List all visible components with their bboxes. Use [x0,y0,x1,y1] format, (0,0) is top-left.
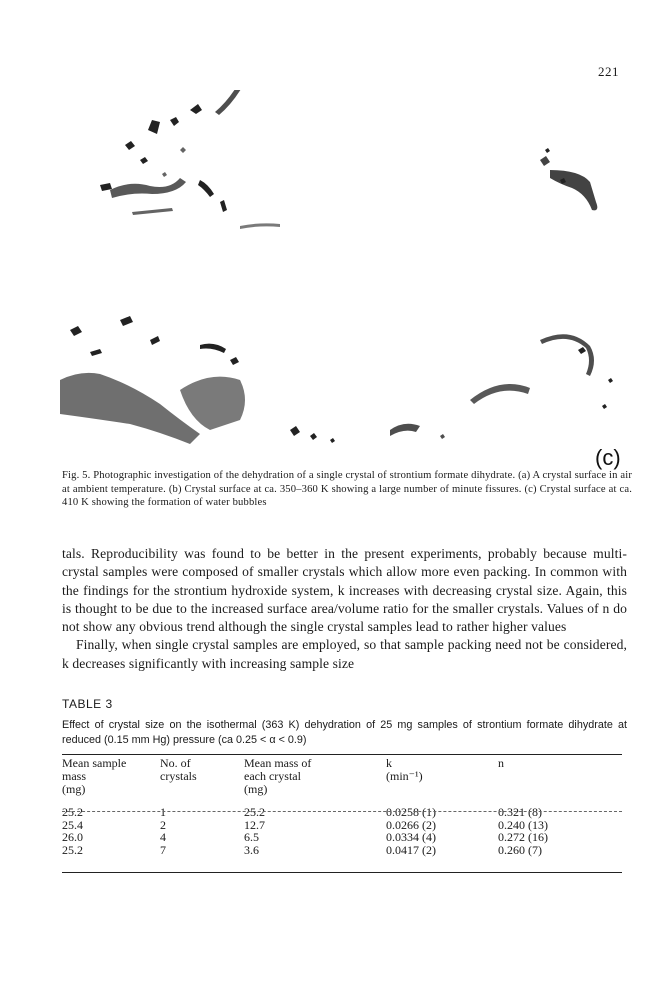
table-header-cell: Mean mass of each crystal (mg) [244,756,312,796]
table-cell: 25.2 [244,805,265,819]
table-cell: 7 [160,842,166,857]
table-cell: 12.7 [244,817,265,832]
table-cell: 0.0334 (4) [386,830,436,845]
data-table [62,757,622,856]
table-cell: 0.0258 (1) [386,805,436,819]
table-cell: 25.4 [62,817,83,832]
table-cell: 0.272 (16) [498,830,548,845]
panel-a-specks [100,90,280,229]
page-number: 221 [598,64,619,79]
table-bottom-rule [62,872,622,873]
table-top-rule [62,754,622,755]
panel-label-c: (c) [595,445,621,470]
table-title: Effect of crystal size on the isothermal (363 K) dehydration of 25 mg samples of strontium formate dihydrate at reduced (0.15 mm Hg) pressure (ca 0.25 < α < 0.9) [62,719,627,746]
body-paragraph: Finally, when single crystal samples are employed, so that sample packing need not be considered, k decreases significantly with increasing sample size [62,637,627,671]
table-header-rule [62,811,622,812]
table-cell: 0.0417 (2) [386,842,436,857]
figure-caption: Fig. 5. Photographic investigation of the dehydration of a single crystal of strontium formate dihydrate. (a) A crystal surface in air at ambient temperature. (b) Crystal surface at ca. 350–360 K showing a large number of minute fissures. (c) Crystal surface at ca. 410 K showing the formation of water bubbles [62,470,632,508]
table-row [62,844,622,857]
photo-figure [30,90,640,480]
table-header-cell: No. of crystals [160,756,197,783]
table-cell: 25.2 [62,805,83,819]
table-cell: 1 [160,805,166,819]
body-paragraph: tals. Reproducibility was found to be better in the present experiments, probably because multi-crystal samples were composed of smaller crystals which allow more even packing. In common with the findings for the strontium hydroxide system, k increases with decreasing crystal size. Again, this is thought to be due to the increased surface area/volume ratio for the smaller crystals. Values of n do not show any obvious trend although the single crystal samples lead to rather higher values [62,546,627,635]
table-cell: 25.2 [62,842,83,857]
table-cell: 0.0266 (2) [386,817,436,832]
table-cell: 0.321 (8) [498,805,542,819]
table-cell: 0.260 (7) [498,842,542,857]
table-cell: 2 [160,817,166,832]
body-text [62,545,627,673]
panel-c-specks [60,316,613,444]
table-header-cell: Mean sample mass (mg) [62,756,127,796]
table-cell: 26.0 [62,830,83,845]
table-row [62,806,622,819]
panel-b-specks [540,148,597,210]
table-header-cell: k (min⁻¹) [386,756,423,783]
table-row [62,831,622,844]
table-header-cell: n [498,756,504,770]
table-cell: 6.5 [244,830,259,845]
table-cell: 0.240 (13) [498,817,548,832]
table-cell: 4 [160,830,166,845]
table-label: TABLE 3 [62,697,113,711]
table-cell: 3.6 [244,842,259,857]
